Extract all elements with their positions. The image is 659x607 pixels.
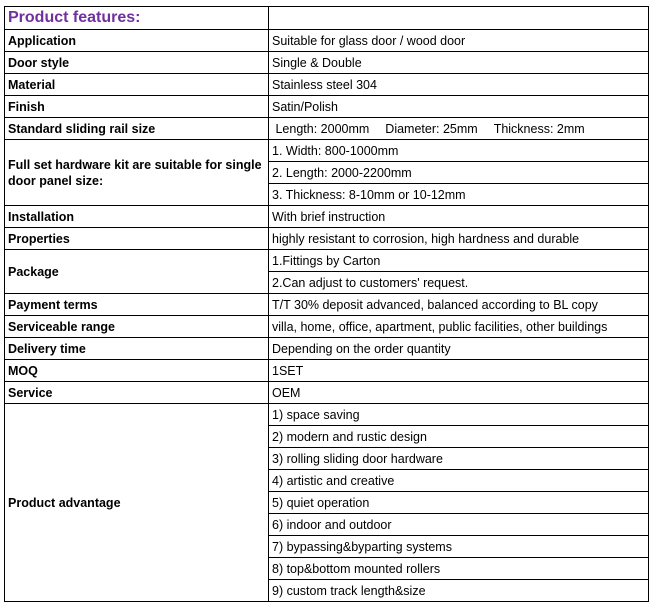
rail-size-label: Standard sliding rail size	[5, 118, 269, 140]
material-label: Material	[5, 74, 269, 96]
table-row	[5, 30, 649, 52]
title-empty-cell	[269, 7, 649, 30]
material-value: Stainless steel 304	[269, 74, 649, 96]
package-value-1: 1.Fittings by Carton	[269, 250, 649, 272]
finish-value: Satin/Polish	[269, 96, 649, 118]
kit-width: 1. Width: 800-1000mm	[269, 140, 649, 162]
rail-diameter: Diameter: 25mm	[385, 121, 478, 136]
table-row	[5, 140, 649, 162]
package-label: Package	[5, 250, 269, 294]
product-features-table	[4, 6, 649, 602]
table-row	[5, 52, 649, 74]
finish-label: Finish	[5, 96, 269, 118]
advantage-item: 2) modern and rustic design	[269, 426, 649, 448]
advantage-item: 1) space saving	[269, 404, 649, 426]
service-value: OEM	[269, 382, 649, 404]
product-advantage-label: Product advantage	[5, 404, 269, 602]
advantage-item: 9) custom track length&size	[269, 580, 649, 602]
moq-value: 1SET	[269, 360, 649, 382]
table-row	[5, 74, 649, 96]
advantage-item: 4) artistic and creative	[269, 470, 649, 492]
door-style-label: Door style	[5, 52, 269, 74]
package-value-2: 2.Can adjust to customers' request.	[269, 272, 649, 294]
table-title: Product features:	[5, 7, 269, 30]
advantage-item: 8) top&bottom mounted rollers	[269, 558, 649, 580]
service-label: Service	[5, 382, 269, 404]
advantage-item: 3) rolling sliding door hardware	[269, 448, 649, 470]
delivery-time-label: Delivery time	[5, 338, 269, 360]
payment-terms-value: T/T 30% deposit advanced, balanced according to BL copy	[269, 294, 649, 316]
table-row	[5, 7, 649, 30]
properties-label: Properties	[5, 228, 269, 250]
installation-label: Installation	[5, 206, 269, 228]
table-row	[5, 404, 649, 426]
delivery-time-value: Depending on the order quantity	[269, 338, 649, 360]
table-row	[5, 338, 649, 360]
table-row	[5, 382, 649, 404]
spec-table-container	[4, 6, 649, 602]
door-style-value: Single & Double	[269, 52, 649, 74]
properties-value: highly resistant to corrosion, high hardness and durable	[269, 228, 649, 250]
serviceable-range-label: Serviceable range	[5, 316, 269, 338]
advantage-item: 6) indoor and outdoor	[269, 514, 649, 536]
table-row	[5, 228, 649, 250]
rail-length: Length: 2000mm	[275, 121, 370, 136]
application-value: Suitable for glass door / wood door	[269, 30, 649, 52]
rail-thickness: Thickness: 2mm	[493, 121, 585, 136]
moq-label: MOQ	[5, 360, 269, 382]
kit-thickness: 3. Thickness: 8-10mm or 10-12mm	[269, 184, 649, 206]
table-row	[5, 250, 649, 272]
table-row	[5, 118, 649, 140]
table-row	[5, 316, 649, 338]
payment-terms-label: Payment terms	[5, 294, 269, 316]
table-row	[5, 294, 649, 316]
table-row	[5, 360, 649, 382]
kit-label: Full set hardware kit are suitable for single door panel size:	[5, 140, 269, 206]
advantage-item: 7) bypassing&byparting systems	[269, 536, 649, 558]
table-row	[5, 206, 649, 228]
installation-value: With brief instruction	[269, 206, 649, 228]
application-label: Application	[5, 30, 269, 52]
kit-length: 2. Length: 2000-2200mm	[269, 162, 649, 184]
rail-size-value	[269, 118, 649, 140]
advantage-item: 5) quiet operation	[269, 492, 649, 514]
serviceable-range-value: villa, home, office, apartment, public facilities, other buildings	[269, 316, 649, 338]
table-row	[5, 96, 649, 118]
